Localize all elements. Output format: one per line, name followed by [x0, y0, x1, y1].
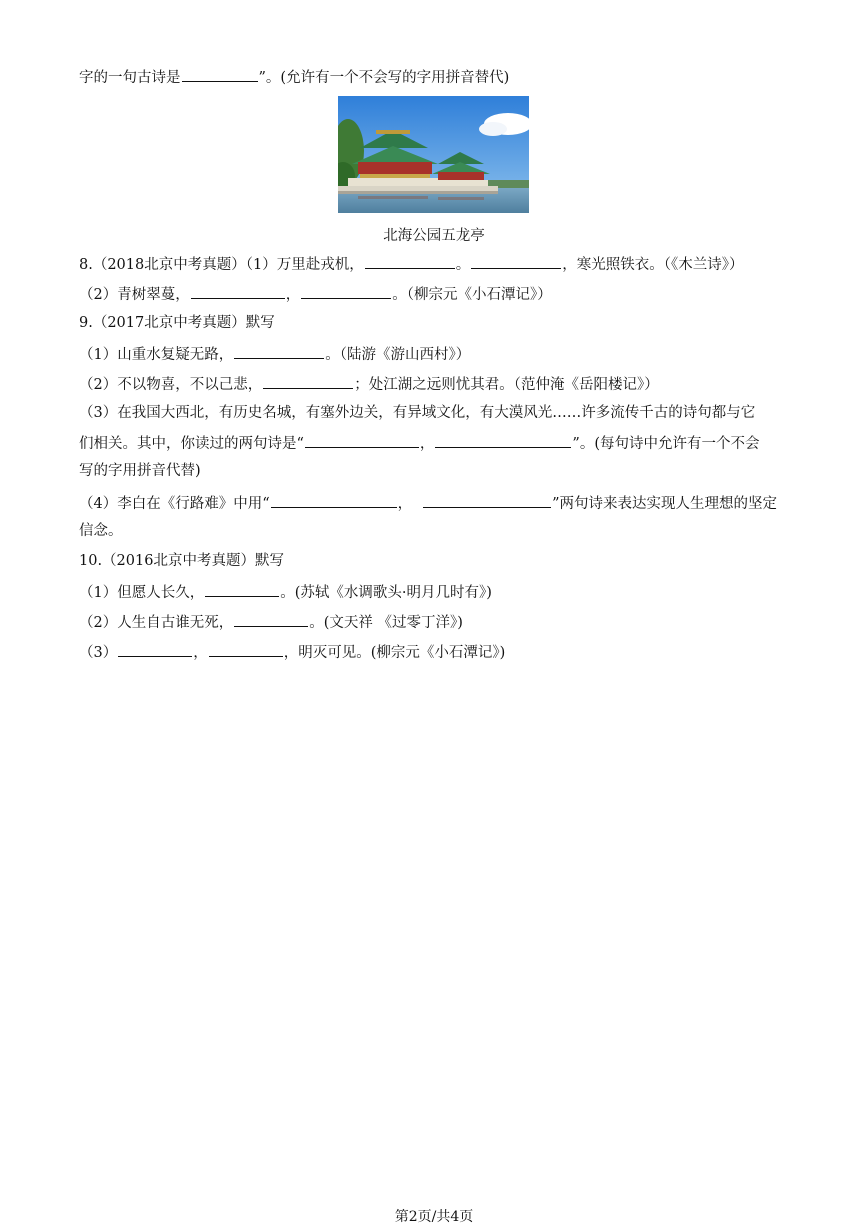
q9-part2: [79, 373, 659, 395]
q9-part3-line1: （3）在我国大西北，有历史名城，有塞外边关，有异域文化，有大漠风光……许多流传千古的诗句都与它: [79, 405, 756, 421]
q10-text: （1）但愿人长久，: [79, 585, 205, 601]
q9-text: ”两句诗来表达实现人生理想的坚定: [552, 496, 778, 512]
intro-note: ”。(允许有一个不会写的字用拼音替代): [258, 70, 510, 86]
q10-text: ，: [193, 645, 208, 661]
q10-text: 。(文天祥 《过零丁洋》): [309, 615, 463, 631]
q10-text: ，明灭可见。(柳宗元《小石潭记》): [283, 645, 506, 661]
answer-blank[interactable]: [234, 343, 324, 359]
answer-blank[interactable]: [435, 432, 571, 448]
q9-text: （1）山重水复疑无路，: [79, 347, 234, 363]
answer-blank[interactable]: [263, 373, 353, 389]
answer-blank[interactable]: [234, 611, 308, 627]
q8-text: （2）青树翠蔓，: [79, 287, 190, 303]
pavilion-photo: [338, 96, 529, 213]
answer-blank[interactable]: [271, 492, 397, 508]
answer-blank[interactable]: [205, 581, 279, 597]
q9-text: ；处江湖之远则忧其君。（范仲淹《岳阳楼记》）: [354, 377, 659, 393]
q9-part1: [79, 343, 470, 365]
intro-text: 字的一句古诗是: [79, 70, 181, 86]
answer-blank[interactable]: [191, 283, 285, 299]
q10-part3: [79, 641, 505, 663]
q9-part3-line2: [79, 432, 760, 454]
q9-part4-line1: [79, 492, 777, 514]
answer-blank[interactable]: [301, 283, 391, 299]
photo-caption: 北海公园五龙亭: [383, 228, 485, 244]
q8-line1: [79, 253, 743, 275]
q10-heading: 10.（2016北京中考真题）默写: [79, 553, 284, 569]
q9-text: ，: [419, 436, 435, 452]
answer-blank[interactable]: [423, 492, 551, 508]
q9-text: （2）不以物喜，不以己悲，: [79, 377, 263, 393]
q8-line2: [79, 283, 552, 305]
q9-text: ”。(每句诗中允许有一个不会: [572, 436, 760, 452]
answer-blank[interactable]: [118, 641, 192, 657]
q9-text: （4）李白在《行路难》中用“: [79, 496, 270, 512]
answer-blank[interactable]: [305, 432, 419, 448]
q9-text: ，: [397, 496, 413, 512]
q10-text: （3）: [79, 645, 118, 661]
q8-text: ，寒光照铁衣。（《木兰诗》）: [562, 257, 744, 273]
q9-text: 。（陆游《游山西村》）: [325, 347, 471, 363]
q10-text: （2）人生自古谁无死，: [79, 615, 234, 631]
q10-part2: [79, 611, 463, 633]
q9-part4-line2: 信念。: [79, 523, 123, 539]
q8-text: ，: [285, 287, 301, 303]
answer-blank[interactable]: [365, 253, 455, 269]
q9-text: 们相关。其中，你读过的两句诗是“: [79, 436, 304, 452]
q10-part1: [79, 581, 492, 603]
intro-line: [79, 66, 509, 88]
q9-part3-line3: 写的字用拼音代替): [79, 463, 201, 479]
answer-blank[interactable]: [471, 253, 561, 269]
q8-text: 8.（2018北京中考真题）（1）万里赴戎机，: [79, 257, 364, 273]
page-number: 第2页/共4页: [394, 1209, 474, 1225]
q8-text: 。（柳宗元《小石潭记》）: [392, 287, 552, 303]
q8-text: 。: [455, 257, 471, 273]
q10-text: 。(苏轼《水调歌头·明月几时有》): [280, 585, 492, 601]
answer-blank[interactable]: [182, 66, 258, 82]
answer-blank[interactable]: [209, 641, 283, 657]
q9-heading: 9.（2017北京中考真题）默写: [79, 315, 275, 331]
